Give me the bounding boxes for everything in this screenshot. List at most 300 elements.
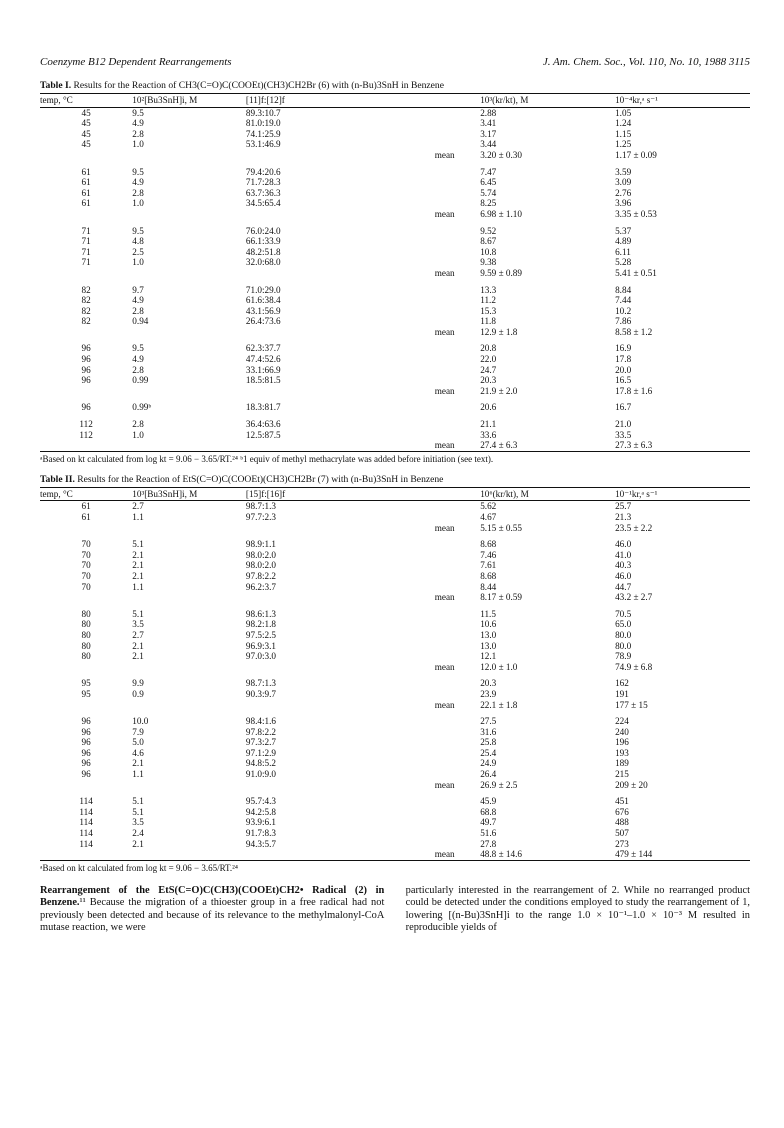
table-cell: 45.9	[480, 796, 497, 807]
row-group	[40, 678, 750, 710]
table-cell: 12.1	[480, 651, 497, 662]
table-cell: 224	[615, 716, 629, 727]
table-cell: 80	[81, 619, 91, 630]
column-header: 10³(kr/kt), M	[480, 94, 615, 108]
table-cell	[40, 150, 132, 161]
table-cell	[246, 662, 409, 673]
table-cell: 114	[79, 796, 93, 807]
table-cell: 15.3	[480, 305, 497, 316]
table-cell: 8.25	[480, 198, 497, 209]
row-group	[40, 501, 750, 533]
table-cell: 13.3	[480, 284, 497, 295]
table-row	[40, 354, 750, 365]
table-cell: 3.17	[480, 128, 497, 139]
table-cell	[409, 609, 480, 620]
table-cell: 40.3	[615, 560, 632, 571]
table-cell	[409, 188, 480, 199]
table-cell: 2.1	[132, 640, 144, 651]
table-cell: 191	[615, 688, 629, 699]
table-cell: mean	[409, 440, 480, 451]
table-cell: 61.6:38.4	[245, 295, 281, 306]
table-cell: 53.1:46.9	[245, 139, 281, 150]
table-cell: 3.09	[615, 177, 632, 188]
table-cell: 61	[81, 166, 91, 177]
table-row	[40, 343, 750, 354]
table-cell: 2.8	[132, 128, 144, 139]
table-cell: 48.8 ± 14.6	[480, 849, 615, 860]
table-cell: 62.3:37.7	[245, 343, 281, 354]
column-header: 10³[Bu3SnH]i, M	[132, 487, 246, 501]
table-cell: 0.94	[132, 316, 149, 327]
table-cell: 96	[81, 769, 91, 780]
row-group	[40, 285, 750, 338]
row-group	[40, 609, 750, 673]
table-cell: 8.68	[480, 539, 497, 550]
table-cell	[409, 512, 480, 523]
table-cell: 4.8	[132, 236, 144, 247]
table-cell: 45	[81, 139, 91, 150]
table-cell: 71	[81, 236, 91, 247]
table-cell: 10.0	[132, 716, 149, 727]
table-cell: 3.41	[480, 118, 497, 129]
column-header: 10⁻¹kr,ᵃ s⁻¹	[615, 487, 750, 501]
table-row	[40, 630, 750, 641]
table-row	[40, 828, 750, 839]
table-cell: 2.5	[132, 246, 144, 257]
table-cell: 94.3:5.7	[245, 838, 277, 849]
table-cell: 70	[81, 549, 91, 560]
table-cell	[409, 365, 480, 376]
table-cell: 2.8	[132, 305, 144, 316]
table-cell: 23.9	[480, 688, 497, 699]
table-cell: 9.38	[480, 257, 497, 268]
table-cell: 2.4	[132, 828, 144, 839]
table-cell	[40, 386, 132, 397]
table-cell: 7.47	[480, 166, 497, 177]
table-cell: 97.7:2.3	[245, 512, 277, 522]
table-cell	[409, 550, 480, 561]
body-column-right	[406, 885, 750, 935]
table-cell: 31.6	[480, 726, 497, 737]
table-cell: 13.0	[480, 629, 497, 640]
table-cell: 71	[81, 225, 91, 236]
table-cell: 5.1	[132, 608, 144, 619]
table-cell: 1.0	[132, 429, 144, 440]
table-cell	[40, 523, 132, 534]
table-cell: 82	[81, 295, 91, 306]
table-cell: 18.5:81.5	[245, 375, 281, 386]
table-cell	[246, 386, 409, 397]
table-cell: 94.2:5.8	[245, 806, 277, 817]
table-cell: 9.9	[132, 678, 144, 689]
table-cell	[409, 641, 480, 652]
table-row	[40, 727, 750, 738]
table-cell: 70	[81, 581, 91, 592]
table-cell	[409, 295, 480, 306]
table-cell: 112	[79, 419, 93, 430]
table-cell: 63.7:36.3	[245, 187, 281, 198]
table-cell	[409, 236, 480, 247]
table-cell: 2.1	[132, 758, 144, 769]
table-cell: 45	[81, 107, 91, 118]
column-header: [15]f:[16]f	[246, 487, 409, 501]
table-row	[40, 737, 750, 748]
table-cell: 96.2:3.7	[245, 581, 277, 592]
table-cell: 2.7	[132, 501, 144, 512]
row-group	[40, 796, 750, 860]
table-cell: 80	[81, 608, 91, 619]
table-cell: 10.6	[480, 619, 497, 630]
table-cell: 4.67	[480, 512, 497, 522]
table-row	[40, 512, 750, 523]
table-cell: 3.59	[615, 166, 632, 177]
table-row	[40, 107, 750, 118]
table-cell: 11.8	[480, 316, 496, 327]
table-row	[40, 678, 750, 689]
table-row	[40, 257, 750, 268]
table-cell: 1.05	[615, 107, 632, 118]
table-cell: 89.3:10.7	[245, 107, 281, 118]
table-cell: 2.8	[132, 187, 144, 198]
table-cell: 20.8	[480, 343, 497, 354]
table-cell: 24.7	[480, 364, 497, 375]
table-cell: 71	[81, 246, 91, 257]
table-row	[40, 285, 750, 296]
column-header: temp, °C	[40, 94, 132, 108]
table-cell: 1.1	[132, 512, 144, 522]
table-cell	[409, 560, 480, 571]
table-cell: 3.35 ± 0.53	[615, 208, 657, 219]
table-row	[40, 807, 750, 818]
table-cell: 5.41 ± 0.51	[615, 267, 657, 278]
table-row	[40, 716, 750, 727]
table-cell: 7.61	[480, 560, 497, 571]
row-group	[40, 402, 750, 413]
table-cell: 21.0	[615, 419, 632, 430]
table-cell: 74.9 ± 6.8	[615, 661, 653, 672]
table-row	[40, 198, 750, 209]
table-cell	[132, 268, 246, 279]
table-cell: 82	[81, 305, 91, 316]
table-cell: 1.0	[132, 139, 144, 150]
table-cell: mean	[434, 661, 455, 672]
table-cell: 8.67	[480, 236, 497, 247]
table-cell: 2.1	[132, 549, 144, 560]
table-cell: 196	[615, 737, 629, 748]
table-row	[40, 247, 750, 258]
table-cell: 4.9	[132, 177, 144, 188]
table-cell: 23.5 ± 2.2	[615, 522, 653, 533]
table-cell: 479 ± 144	[615, 849, 750, 860]
table-cell: 16.7	[615, 402, 632, 413]
table-cell: 3.44	[480, 139, 497, 150]
table-cell	[409, 306, 480, 317]
table-cell: 97.8:2.2	[245, 570, 277, 581]
table-cell: 26.4:73.6	[245, 316, 281, 327]
table-cell: 20.0	[615, 364, 632, 375]
table-cell: 676	[615, 806, 629, 817]
table-2	[40, 474, 750, 873]
table-cell: 3.20 ± 0.30	[480, 149, 522, 160]
table-cell: 96.9:3.1	[245, 640, 277, 651]
table-cell: 26.4	[480, 769, 497, 780]
table-cell: 2.1	[132, 570, 144, 581]
table-cell: 91.7:8.3	[245, 828, 277, 839]
table-cell: 46.0	[615, 539, 632, 550]
table-row	[40, 609, 750, 620]
table-cell: 16.5	[615, 375, 632, 386]
table-cell: 2.1	[132, 838, 144, 849]
table-cell	[409, 796, 480, 807]
table-cell: 97.8:2.2	[245, 726, 277, 737]
table-cell	[132, 523, 246, 534]
table-cell: 3.5	[132, 619, 144, 630]
table-cell: 61	[81, 177, 91, 188]
table-cell: mean	[434, 592, 455, 603]
table-cell	[409, 226, 480, 237]
table-cell: 33.1:66.9	[245, 364, 281, 375]
table-cell: 70	[81, 539, 91, 550]
body-column-left	[40, 885, 384, 935]
table-cell: 22.0	[480, 354, 497, 365]
table-cell: 27.5	[480, 716, 497, 727]
table-cell: 96	[81, 402, 91, 413]
table-cell: 94.8:5.2	[245, 758, 277, 769]
table-cell: 162	[615, 678, 629, 689]
row-group	[40, 107, 750, 160]
table-1-caption	[40, 80, 750, 91]
table-cell: 98.9:1.1	[245, 539, 277, 550]
table-row	[40, 571, 750, 582]
table-cell: 46.0	[615, 570, 632, 581]
table-cell: 1.25	[615, 139, 632, 150]
table-cell: 4.89	[615, 236, 632, 247]
table-cell: mean	[434, 149, 455, 160]
table-cell: 177 ± 15	[615, 699, 648, 710]
table-cell	[132, 327, 246, 338]
mean-row	[40, 209, 750, 220]
table-cell: 1.17 ± 0.09	[615, 149, 657, 160]
mean-row	[40, 150, 750, 161]
table-cell: 61	[81, 501, 91, 512]
table-cell: 79.4:20.6	[245, 166, 281, 177]
table-cell: 27.4 ± 6.3	[480, 440, 615, 451]
table-cell: 91.0:9.0	[245, 769, 277, 780]
table-cell	[409, 198, 480, 209]
table-cell: 80	[81, 640, 91, 651]
table-cell: 20.6	[480, 402, 497, 413]
table-cell	[246, 327, 409, 338]
table-row	[40, 817, 750, 828]
table-cell: 47.4:52.6	[245, 354, 281, 365]
table-cell: 96	[81, 343, 91, 354]
table-cell: 209 ± 20	[615, 779, 648, 790]
table-cell	[409, 316, 480, 327]
table-cell: 33.5	[615, 429, 632, 440]
table-cell: 68.8	[480, 806, 497, 817]
table-cell: 70	[81, 570, 91, 581]
table-row	[40, 501, 750, 512]
table-cell: 2.76	[615, 187, 632, 198]
table-cell	[409, 839, 480, 850]
table-cell: 82	[81, 316, 91, 327]
table-cell: 43.2 ± 2.7	[615, 592, 653, 603]
table-cell: 1.15	[615, 128, 632, 139]
table-cell: 74.1:25.9	[245, 128, 281, 139]
table-cell: 33.6	[480, 429, 497, 440]
table-cell: 61	[81, 512, 91, 522]
row-group	[40, 539, 750, 603]
table-cell	[132, 440, 246, 451]
table-cell: 32.0:68.0	[245, 257, 281, 268]
table-cell	[40, 780, 132, 791]
table-cell: 80.0	[615, 640, 632, 651]
table-cell	[246, 849, 409, 860]
table-cell	[246, 150, 409, 161]
table-cell: 7.86	[615, 316, 632, 327]
table-cell: 2.8	[132, 364, 144, 375]
table-cell	[409, 167, 480, 178]
table-cell: 78.9	[615, 651, 632, 662]
table-cell	[409, 501, 480, 512]
table-cell: 98.2:1.8	[245, 619, 277, 630]
table-cell: 9.5	[132, 107, 144, 118]
table-cell: 1.0	[132, 257, 144, 268]
table-cell	[132, 780, 246, 791]
table-cell: 193	[615, 747, 629, 758]
table-cell: 8.68	[480, 570, 497, 581]
table-cell: 507	[615, 828, 629, 839]
table-cell: 4.6	[132, 747, 144, 758]
table-cell: 1.1	[132, 581, 144, 592]
table-cell: 17.8	[615, 354, 632, 365]
table-cell: 45	[81, 118, 91, 129]
table-row	[40, 839, 750, 850]
table-cell: 5.1	[132, 806, 144, 817]
table-row	[40, 758, 750, 769]
table-row	[40, 769, 750, 780]
column-header: 10⁻⁴kr,ᵃ s⁻¹	[615, 94, 750, 108]
table-cell: 95	[81, 688, 91, 699]
table-cell	[409, 678, 480, 689]
table-cell: 4.9	[132, 295, 144, 306]
table-cell	[409, 651, 480, 662]
table-cell	[132, 150, 246, 161]
table-cell: 3.5	[132, 817, 144, 828]
table-cell: 1.24	[615, 118, 632, 129]
table-cell	[409, 375, 480, 386]
table-row	[40, 582, 750, 593]
body-right-paragraph: particularly interested in the rearrangement of 2. While no rearranged product could be detected under the conditions employed to study the rearrangement of 1, lowering [(n-Bu)3SnH]i to the range 1.0 × 10⁻¹–1.0 × 10⁻³ M resulted in reproducible yields of	[405, 884, 750, 934]
table-cell	[132, 592, 246, 603]
table-cell: 66.1:33.9	[245, 236, 281, 247]
table-cell: 70.5	[615, 608, 632, 619]
running-head-left: Coenzyme B12 Dependent Rearrangements	[40, 56, 232, 68]
table-cell	[409, 630, 480, 641]
table-cell: 80	[81, 629, 91, 640]
row-group	[40, 343, 750, 396]
table-cell	[409, 817, 480, 828]
table-cell: 240	[615, 726, 629, 737]
table-cell: 215	[615, 769, 629, 780]
table-header-row	[40, 94, 750, 108]
table-cell: mean	[409, 849, 480, 860]
table-cell: mean	[434, 779, 455, 790]
table-cell: 5.28	[615, 257, 632, 268]
table-cell: 0.99	[132, 375, 149, 386]
column-header: 10²[Bu3SnH]i, M	[132, 94, 246, 108]
mean-row	[40, 523, 750, 534]
table-cell	[246, 209, 409, 220]
table-cell	[409, 285, 480, 296]
table-cell	[246, 268, 409, 279]
table-cell	[409, 354, 480, 365]
table-cell: 96	[81, 726, 91, 737]
table-cell: 90.3:9.7	[245, 688, 277, 699]
table-cell: mean	[434, 522, 455, 533]
table-cell: 5.37	[615, 225, 632, 236]
table-2-footnote: ᵃBased on kt calculated from log kt = 9.06 − 3.65/RT.²⁴	[40, 862, 238, 873]
table-cell: mean	[434, 326, 455, 337]
row-group	[40, 226, 750, 279]
table-cell: 98.0:2.0	[245, 560, 277, 571]
table-cell: 6.11	[615, 246, 631, 257]
table-cell: 451	[615, 796, 629, 807]
table-cell: 5.74	[480, 187, 497, 198]
table-cell	[409, 118, 480, 129]
table-row	[40, 167, 750, 178]
table-cell: 114	[79, 806, 93, 817]
table-cell: 43.1:56.9	[245, 305, 281, 316]
table-cell: 6.98 ± 1.10	[480, 208, 522, 219]
table-cell: 95.7:4.3	[245, 796, 277, 807]
table-cell	[40, 592, 132, 603]
table-cell: 10.8	[480, 246, 497, 257]
table-cell: 3.96	[615, 198, 632, 209]
table-cell: 2.7	[132, 629, 144, 640]
table-cell: 5.62	[480, 501, 497, 512]
table-cell: 76.0:24.0	[245, 225, 281, 236]
table-cell	[409, 571, 480, 582]
table-cell: 98.7:1.3	[245, 501, 277, 512]
table-cell: 71	[81, 257, 91, 268]
table-cell: 9.52	[480, 225, 497, 236]
table-cell: 21.9 ± 2.0	[480, 385, 518, 396]
mean-row	[40, 327, 750, 338]
table-row	[40, 365, 750, 376]
table-cell	[246, 440, 409, 451]
table-row	[40, 177, 750, 188]
table-row	[40, 236, 750, 247]
table-cell: 51.6	[480, 828, 497, 839]
table-cell: 12.0 ± 1.0	[480, 661, 518, 672]
table-cell: 6.45	[480, 177, 497, 188]
table-cell	[409, 737, 480, 748]
column-header: [11]f:[12]f	[246, 94, 409, 108]
table-cell: 44.7	[615, 581, 632, 592]
table-cell: 71.0:29.0	[245, 284, 281, 295]
table-cell: 80.0	[615, 629, 632, 640]
table-cell: 8.84	[615, 284, 632, 295]
table-cell: 5.15 ± 0.55	[480, 522, 522, 533]
table-cell	[132, 209, 246, 220]
table-cell: 273	[615, 838, 629, 849]
table-cell: 20.3	[480, 375, 497, 386]
table-cell	[409, 129, 480, 140]
table-cell: 8.58 ± 1.2	[615, 326, 653, 337]
table-row	[40, 375, 750, 386]
section-heading: Rearrangement of the EtS(C=O)C(CH3)(COOEt)CH2• Radical (2) in Benzene.	[40, 884, 385, 909]
